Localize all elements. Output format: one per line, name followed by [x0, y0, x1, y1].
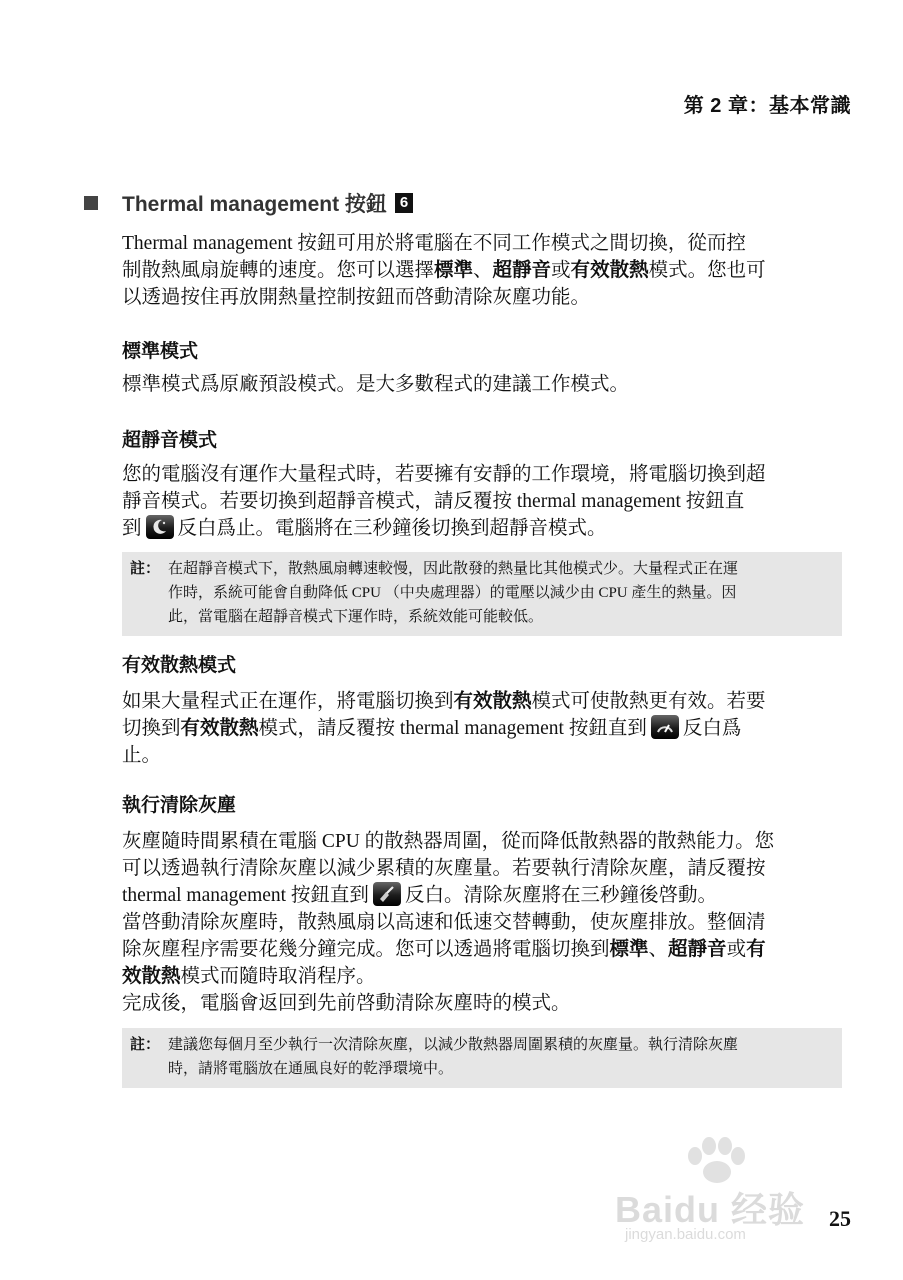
bullet-square-icon — [84, 196, 98, 210]
silent-mode-note — [122, 552, 842, 636]
baidu-watermark-logo — [615, 1134, 845, 1244]
silent-mode-heading: 超靜音模式 — [122, 430, 218, 451]
intro-line: 以透過按住再放開熱量控制按鈕而啓動清除灰塵功能。 — [122, 287, 591, 308]
dust-removal-paragraph: 灰塵隨時間累積在電腦 CPU 的散熱器周圍，從而降低散熱器的散熱能力。您 可以透過執行清除灰塵以減少累積的灰塵量。若要執行清除灰塵，請反覆按 thermal management 按鈕直到 反白。清除灰塵將在三秒鐘後啓動。 當啓動清除灰塵時，散熱風扇以高速和低速交替轉動，使灰塵排放。整個清 除灰塵程序需要花幾分鐘完成。您可以透過將電腦切換到標準、超靜音或有 效散熱模式而隨時取消程序。 完成後，電腦會返回到先前啓動清除灰塵時的模式。 — [122, 831, 775, 1014]
broom-icon — [373, 882, 401, 906]
standard-mode-text: 標準模式爲原廠預設模式。是大多數程式的建議工作模式。 — [122, 374, 630, 395]
standard-mode-heading: 標準模式 — [122, 341, 199, 362]
section-heading — [84, 188, 413, 218]
watermark-text: Baidu 经验 — [615, 1189, 806, 1230]
key-number-badge: 6 — [395, 193, 413, 213]
intro-line: Thermal management 按鈕可用於將電腦在不同工作模式之間切換，從而控 — [122, 233, 746, 254]
cooling-mode-heading: 有效散熱模式 — [122, 655, 237, 676]
dust-removal-section — [122, 790, 842, 817]
gauge-icon — [651, 715, 679, 739]
note-text: 建議您每個月至少執行一次清除灰塵，以減少散熱器周圍累積的灰塵量。執行清除灰塵 時，請將電腦放在通風良好的乾淨環境中。 — [168, 1037, 739, 1077]
note-label: 註： — [130, 560, 161, 577]
silent-mode-paragraph: 您的電腦沒有運作大量程式時，若要擁有安靜的工作環境，將電腦切換到超 靜音模式。若要切換到超靜音模式，請反覆按 thermal management 按鈕直 到 反白爲止。電腦將在三秒鐘後切換到超靜音模式。 — [122, 464, 766, 539]
section-title: Thermal management 按鈕 — [122, 193, 387, 216]
intro-line: 制散熱風扇旋轉的速度。您可以選擇標準、超靜音或有效散熱模式。您也可 — [122, 259, 766, 281]
standard-mode-section — [122, 336, 842, 363]
moon-icon — [146, 515, 174, 539]
watermark-url: jingyan.baidu.com — [625, 1226, 746, 1243]
note-label: 註： — [130, 1036, 161, 1053]
intro-paragraph — [122, 230, 842, 311]
dust-removal-note — [122, 1028, 842, 1088]
silent-mode-section — [122, 425, 842, 452]
chapter-header: 第 2 章：基本常識 — [683, 95, 851, 117]
cooling-mode-paragraph: 如果大量程式正在運作，將電腦切換到有效散熱模式可使散熱更有效。若要 切換到有效散熱模式，請反覆按 thermal management 按鈕直到 反白爲 止。 — [122, 690, 766, 766]
paw-icon — [675, 1134, 755, 1184]
page-number: 25 — [829, 1206, 851, 1231]
cooling-mode-section — [122, 650, 842, 677]
note-text: 在超靜音模式下，散熱風扇轉速較慢，因此散發的熱量比其他模式少。大量程式正在運 作時，系統可能會自動降低 CPU （中央處理器）的電壓以減少由 CPU 產生的熱量。因 此，當電腦在超靜音模式下運作時，系統效能可能較低。 — [168, 561, 739, 625]
dust-removal-heading: 執行清除灰塵 — [122, 795, 237, 816]
